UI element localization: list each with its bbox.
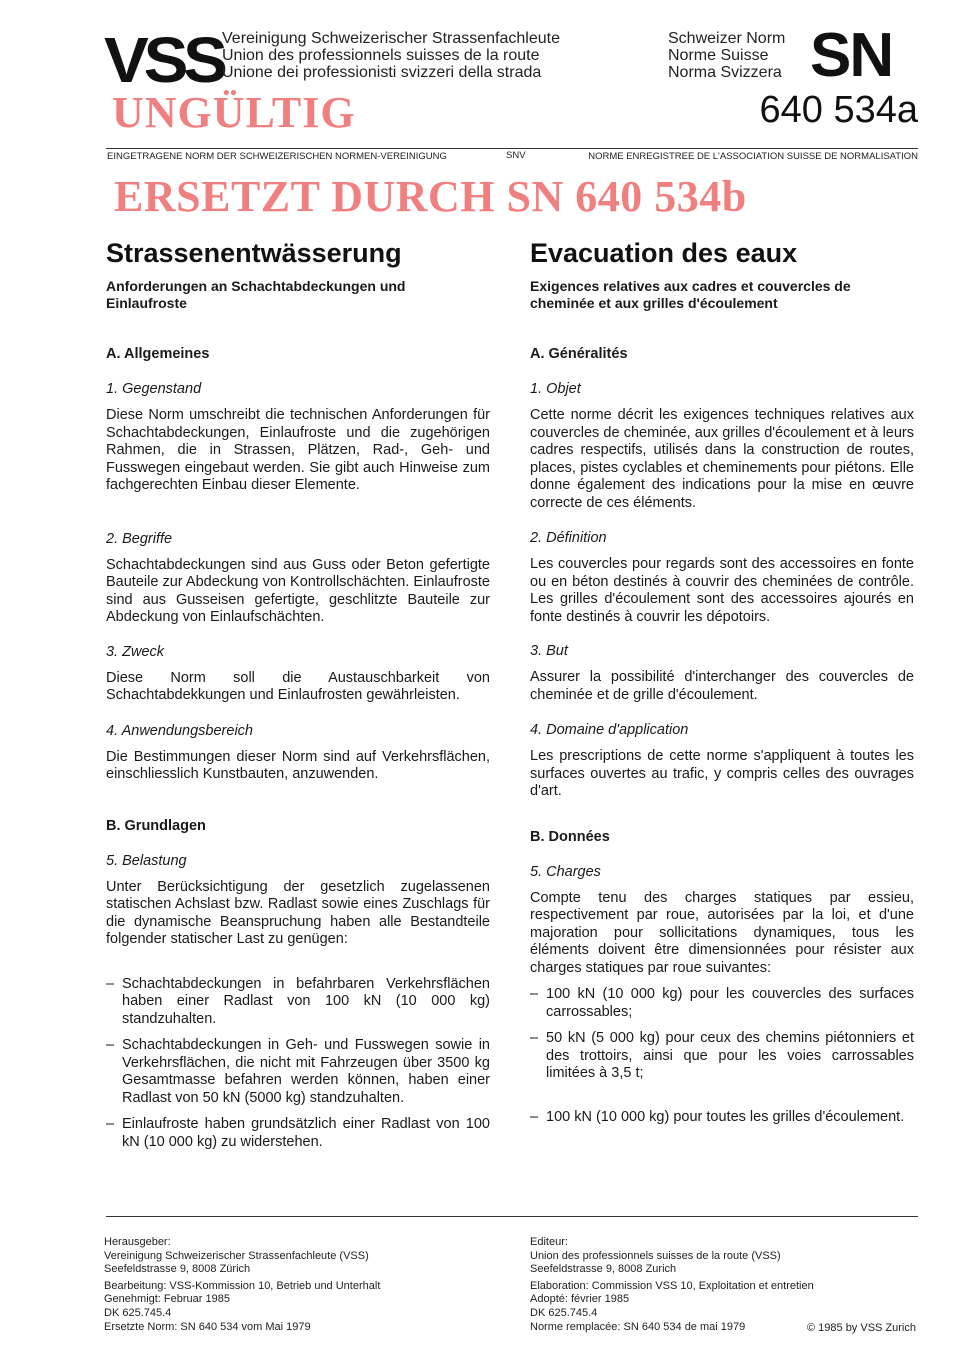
footer-line: Seefeldstrasse 9, 8008 Zürich bbox=[104, 1263, 251, 1276]
page-title-de: Strassenentwässerung bbox=[106, 238, 402, 268]
norm-number: 640 534a bbox=[759, 89, 918, 131]
para-3-text-de: Diese Norm soll die Austauschbarkeit von Schachtabdekkungen und Einlaufrosten gewährleisten. bbox=[106, 669, 490, 703]
invalid-stamp: UNGÜLTIG bbox=[112, 88, 356, 137]
para-1-text-de: Diese Norm umschreibt die technischen Anforderungen für Schachtabdeckungen, Einlaufroste und die zugehörigen Rahmen, die in Strassen, Plätzen, Rad-, Geh- und Fusswegen eingebaut werden. Sie gibt auch Hinweise zum fachgerechten Einbau dieser Elemente. bbox=[106, 407, 490, 493]
footer-line: Bearbeitung: VSS-Kommission 10, Betrieb und Unterhalt bbox=[104, 1279, 381, 1292]
para-1-title-de: 1. Gegenstand bbox=[106, 381, 202, 397]
subtitle-de: Anforderungen an Schachtabdeckungen und Einlaufroste bbox=[106, 278, 406, 311]
norm-label-de: Schweizer Norm bbox=[668, 30, 786, 47]
para-1-text-fr: Cette norme décrit les exigences techniques relatives aux couvercles de cheminée, aux grilles d'écoulement et à leurs cadres respectifs, utilisés dans la construction de routes, places, pistes cyclables et cheminements pour piétons. Elle donne également des indications pour la mise en œuvre correcte de ces éléments. bbox=[530, 407, 914, 511]
norm-label-fr: Norme Suisse bbox=[668, 47, 769, 64]
footer-line: Adopté: février 1985 bbox=[530, 1293, 630, 1306]
section-a-heading-fr: A. Généralités bbox=[530, 346, 628, 362]
norm-type-labels bbox=[668, 30, 785, 81]
german-column bbox=[106, 236, 490, 1151]
footer-line: Vereinigung Schweizerischer Strassenfachleute (VSS) bbox=[104, 1249, 369, 1262]
section-b-heading-fr: B. Données bbox=[530, 828, 610, 845]
para-4-text-fr: Les prescriptions de cette norme s'appliquent à toutes les surfaces ouvertes au trafic, y compris celles des ouvrages d'art. bbox=[530, 748, 914, 799]
org-line-de: Vereinigung Schweizerischer Strassenfachleute bbox=[222, 30, 560, 47]
publisher-info-fr bbox=[530, 1236, 860, 1334]
sn-logo: SN bbox=[810, 21, 893, 90]
footer-line: Editeur: bbox=[530, 1236, 568, 1248]
para-4-text-de: Die Bestimmungen dieser Norm sind auf Verkehrsflächen, einschliesslich Kunstbauten, anzuwenden. bbox=[106, 748, 490, 782]
para-5-text-de: Unter Berücksichtigung der gesetzlich zugelassenen statischen Achslast bzw. Radlast sowie eines Zuschlags für die dynamische Beanspruchung haben alle Bestandteile folgender statischer Last zu genügen: bbox=[106, 878, 490, 947]
footer-line: Elaboration: Commission VSS 10, Exploitation et entretien bbox=[530, 1279, 814, 1292]
org-line-fr: Union des professionnels suisses de la route bbox=[222, 47, 540, 64]
para-3-text-fr: Assurer la possibilité d'interchanger des couvercles de cheminée et de grille d'écoulement. bbox=[530, 669, 914, 703]
load-list-fr bbox=[530, 986, 914, 1126]
list-item: – 100 kN (10 000 kg) pour toutes les grilles d'écoulement. bbox=[530, 1109, 914, 1127]
para-1-title-fr: 1. Objet bbox=[530, 381, 581, 397]
footer-line: Seefeldstrasse 9, 8008 Zurich bbox=[530, 1263, 677, 1276]
subtitle-fr: Exigences relatives aux cadres et couvercles de cheminée et aux grilles d'écoulement bbox=[530, 278, 851, 311]
french-column bbox=[530, 236, 914, 1126]
para-5-title-fr: 5. Charges bbox=[530, 863, 601, 880]
section-a-heading-de: A. Allgemeines bbox=[106, 346, 210, 362]
list-item: – 50 kN (5 000 kg) pour ceux des chemins piétonniers et des trottoirs, ainsi que pour les voies carrossables limitées à 3,5 t; bbox=[530, 1030, 914, 1083]
load-list-de bbox=[106, 976, 490, 1152]
footer-line: Herausgeber: bbox=[104, 1236, 171, 1248]
registration-note-de: EINGETRAGENE NORM DER SCHWEIZERISCHEN NORMEN-VEREINIGUNG bbox=[107, 151, 447, 162]
para-4-title-fr: 4. Domaine d'application bbox=[530, 722, 689, 738]
footer-line: Ersetzte Norm: SN 640 534 vom Mai 1979 bbox=[104, 1320, 311, 1333]
para-5-text-fr: Compte tenu des charges statiques par essieu, respectivement par roue, autorisées par la loi, et d'une majoration pour sollicitations dynamiques, tous les éléments doivent être dimensionnées pour résister aux charges statiques par roue suivantes: bbox=[530, 889, 914, 976]
registration-note-fr: NORME ENREGISTREE DE L'ASSOCIATION SUISSE DE NORMALISATION bbox=[588, 151, 918, 162]
list-item: – Einlaufroste haben grundsätzlich einer Radlast von 100 kN (10 000 kg) zu widerstehen. bbox=[106, 1116, 490, 1151]
section-b-heading-de: B. Grundlagen bbox=[106, 817, 206, 834]
footer-line: Genehmigt: Februar 1985 bbox=[104, 1293, 230, 1306]
page-title-fr: Evacuation des eaux bbox=[530, 238, 798, 268]
replaced-stamp: ERSETZT DURCH SN 640 534b bbox=[114, 172, 747, 221]
para-2-title-de: 2. Begriffe bbox=[106, 530, 173, 547]
list-item: – 100 kN (10 000 kg) pour les couvercles des surfaces carrossables; bbox=[530, 986, 914, 1021]
para-4-title-de: 4. Anwendungsbereich bbox=[106, 722, 253, 739]
copyright: © 1985 by VSS Zurich bbox=[807, 1322, 916, 1334]
registration-snv: SNV bbox=[506, 150, 526, 161]
para-3-title-fr: 3. But bbox=[530, 643, 568, 659]
footer-line: DK 625.745.4 bbox=[104, 1306, 172, 1319]
organization-names bbox=[222, 30, 560, 81]
para-3-title-de: 3. Zweck bbox=[106, 643, 165, 660]
footer-line: Union des professionnels suisses de la route (VSS) bbox=[530, 1249, 781, 1262]
footer-line: DK 625.745.4 bbox=[530, 1306, 598, 1319]
para-5-title-de: 5. Belastung bbox=[106, 852, 187, 869]
para-2-text-fr: Les couvercles pour regards sont des accessoires en fonte ou en béton destinés à couvrir des cheminées de contrôle. Les grilles d'écoulement sont des accessoires ajourés en fonte destinés à couvrir les dépotoirs. bbox=[530, 556, 914, 625]
para-2-title-fr: 2. Définition bbox=[530, 530, 607, 546]
header-divider bbox=[106, 148, 918, 149]
footer-line: Norme remplacée: SN 640 534 de mai 1979 bbox=[530, 1320, 746, 1333]
list-item: – Schachtabdeckungen in Geh- und Fusswegen sowie in Verkehrsflächen, die nicht mit Fahrzeugen über 3500 kg Gesamtmasse befahren werden können, haben einer Radlast von 50 kN (5000 kg) standzuhalten. bbox=[106, 1037, 490, 1107]
org-line-it: Unione dei professionisti svizzeri della strada bbox=[222, 64, 542, 81]
norm-label-it: Norma Svizzera bbox=[668, 64, 782, 81]
para-2-text-de: Schachtabdeckungen sind aus Guss oder Beton gefertigte Bauteile zur Abdeckung von Kontrollschächten. Einlaufroste sind aus Gusseisen gefertigte, geschlitzte Bauteile zur Abdeckung von Einlaufschächten. bbox=[106, 556, 490, 625]
footer-divider bbox=[106, 1216, 918, 1217]
publisher-info-de bbox=[104, 1236, 504, 1334]
vss-logo: VSS bbox=[104, 24, 223, 96]
list-item: – Schachtabdeckungen in befahrbaren Verkehrsflächen haben einer Radlast von 100 kN (10 000 kg) standzuhalten. bbox=[106, 976, 490, 1029]
